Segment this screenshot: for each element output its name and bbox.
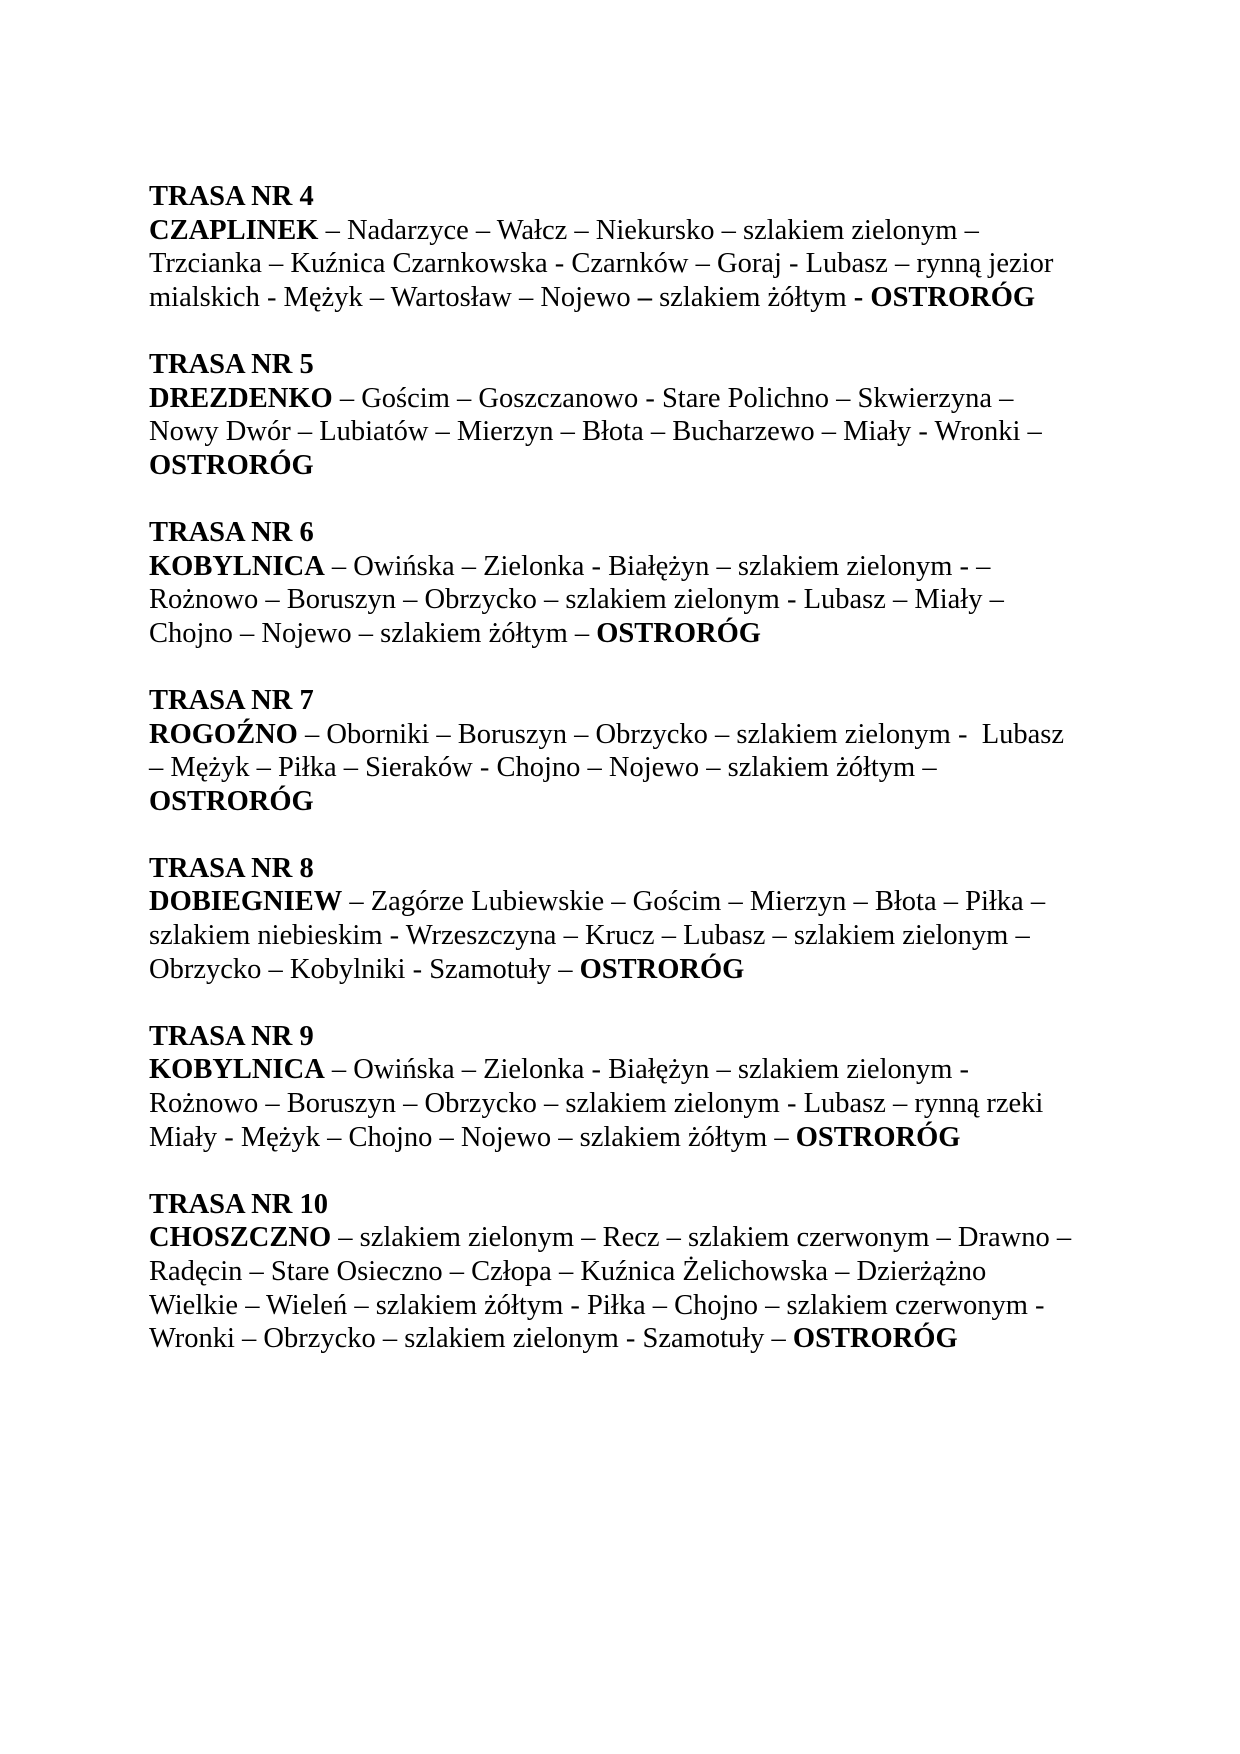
place-name-bold: OSTRORÓG xyxy=(596,617,761,649)
route-text: szlakiem niebieskim - Wrzeszczyna – Krucz – Lubasz – szlakiem zielonym – xyxy=(149,920,1030,952)
route-description-line xyxy=(149,1255,1109,1289)
route-description-line xyxy=(149,281,1109,315)
route-description-line xyxy=(149,247,1109,281)
route-title: TRASA NR 7 xyxy=(149,684,314,716)
route-description-line xyxy=(149,1221,1109,1255)
place-name-bold: OSTRORÓG xyxy=(149,785,314,817)
route-text: Nowy Dwór – Lubiatów – Mierzyn – Błota – Bucharzewo – Miały - Wronki – xyxy=(149,416,1042,448)
route-text: Trzcianka – Kuźnica Czarnkowska - Czarnków – Goraj - Lubasz – rynną jezior xyxy=(149,248,1054,280)
route-text: – szlakiem zielonym – Recz – szlakiem czerwonym – Drawno – xyxy=(331,1222,1072,1254)
route-description-line xyxy=(149,1322,1109,1356)
route-description-line xyxy=(149,550,1109,584)
route-text: – Owińska – Zielonka - Białężyn – szlakiem zielonym - – xyxy=(324,550,991,582)
route-title: TRASA NR 10 xyxy=(149,1188,328,1220)
place-name-bold: OSTRORÓG xyxy=(149,449,314,481)
route-description-line xyxy=(149,617,1109,651)
place-name-bold: KOBYLNICA xyxy=(149,550,325,582)
route-text: Obrzycko – Kobylniki - Szamotuły – xyxy=(149,953,580,985)
route-title: TRASA NR 8 xyxy=(149,852,314,884)
place-name-bold: OSTRORÓG xyxy=(579,953,745,985)
route-title: TRASA NR 5 xyxy=(149,348,314,380)
route-description-line xyxy=(149,785,1109,819)
place-name-bold: OSTRORÓG xyxy=(792,1323,958,1355)
route-text: Wronki – Obrzycko – szlakiem zielonym - Szamotuły – xyxy=(149,1323,793,1355)
route-section xyxy=(149,1188,1109,1356)
route-section xyxy=(149,348,1109,482)
route-text: szlakiem żółtym xyxy=(651,281,854,313)
route-description-line xyxy=(149,214,1109,248)
route-title: TRASA NR 9 xyxy=(149,1020,314,1052)
route-text: Rożnowo – Boruszyn – Obrzycko – szlakiem zielonym - Lubasz – rynną rzeki xyxy=(149,1088,1044,1120)
route-description-line xyxy=(149,415,1109,449)
place-name-bold: DREZDENKO xyxy=(149,382,333,414)
route-section xyxy=(149,516,1109,650)
route-description-line xyxy=(149,382,1109,416)
route-section xyxy=(149,180,1109,314)
place-name-bold: CZAPLINEK xyxy=(149,214,319,246)
route-text: – Mężyk – Piłka – Sieraków - Chojno – Nojewo – szlakiem żółtym – xyxy=(149,752,937,784)
route-text: Miały - Mężyk – Chojno – Nojewo – szlakiem żółtym – xyxy=(149,1121,796,1153)
place-name-bold: – xyxy=(637,281,652,313)
route-text: – Nadarzyce – Wałcz – Niekursko – szlakiem zielonym – xyxy=(318,214,979,246)
route-text: – Oborniki – Boruszyn – Obrzycko – szlakiem zielonym - Lubasz xyxy=(297,718,1065,750)
route-text: Radęcin – Stare Osieczno – Człopa – Kuźnica Żelichowska – Dzierżążno xyxy=(149,1256,987,1287)
route-text: – Zagórze Lubiewskie – Gościm – Mierzyn – Błota – Piłka – xyxy=(342,886,1046,918)
route-description-line xyxy=(149,1121,1109,1155)
place-name-bold: OSTRORÓG xyxy=(795,1121,961,1153)
route-description-line xyxy=(149,953,1109,987)
place-name-bold: ROGOŹNO xyxy=(149,718,298,750)
place-name-bold: KOBYLNICA xyxy=(149,1054,325,1086)
route-description-line xyxy=(149,583,1109,617)
route-text: Wielkie – Wieleń – szlakiem żółtym - Piłka – Chojno – szlakiem czerwonym - xyxy=(149,1289,1045,1321)
route-section xyxy=(149,1020,1109,1154)
route-description-line xyxy=(149,718,1109,752)
place-name-bold: DOBIEGNIEW xyxy=(149,886,343,918)
route-description-line xyxy=(149,885,1109,919)
route-section xyxy=(149,684,1109,818)
route-description-line xyxy=(149,1087,1109,1121)
route-text: – Gościm – Goszczanowo - Stare Polichno – Skwierzyna – xyxy=(332,382,1014,414)
route-description-line xyxy=(149,919,1109,953)
route-text: Chojno – Nojewo – szlakiem żółtym – xyxy=(149,617,597,649)
place-name-bold: - OSTRORÓG xyxy=(853,281,1036,313)
place-name-bold: CHOSZCZNO xyxy=(149,1222,332,1254)
route-text: – Owińska – Zielonka - Białężyn – szlakiem zielonym - xyxy=(324,1054,970,1086)
route-text: mialskich - Mężyk – Wartosław – Nojewo xyxy=(149,281,638,313)
route-description-line xyxy=(149,1289,1109,1323)
route-description-line xyxy=(149,449,1109,483)
route-section xyxy=(149,852,1109,986)
route-title: TRASA NR 6 xyxy=(149,516,314,548)
route-description-line xyxy=(149,751,1109,785)
route-text: Rożnowo – Boruszyn – Obrzycko – szlakiem zielonym - Lubasz – Miały – xyxy=(149,584,1004,616)
route-title: TRASA NR 4 xyxy=(149,181,314,212)
routes-list xyxy=(149,180,1109,1389)
route-description-line xyxy=(149,1053,1109,1087)
